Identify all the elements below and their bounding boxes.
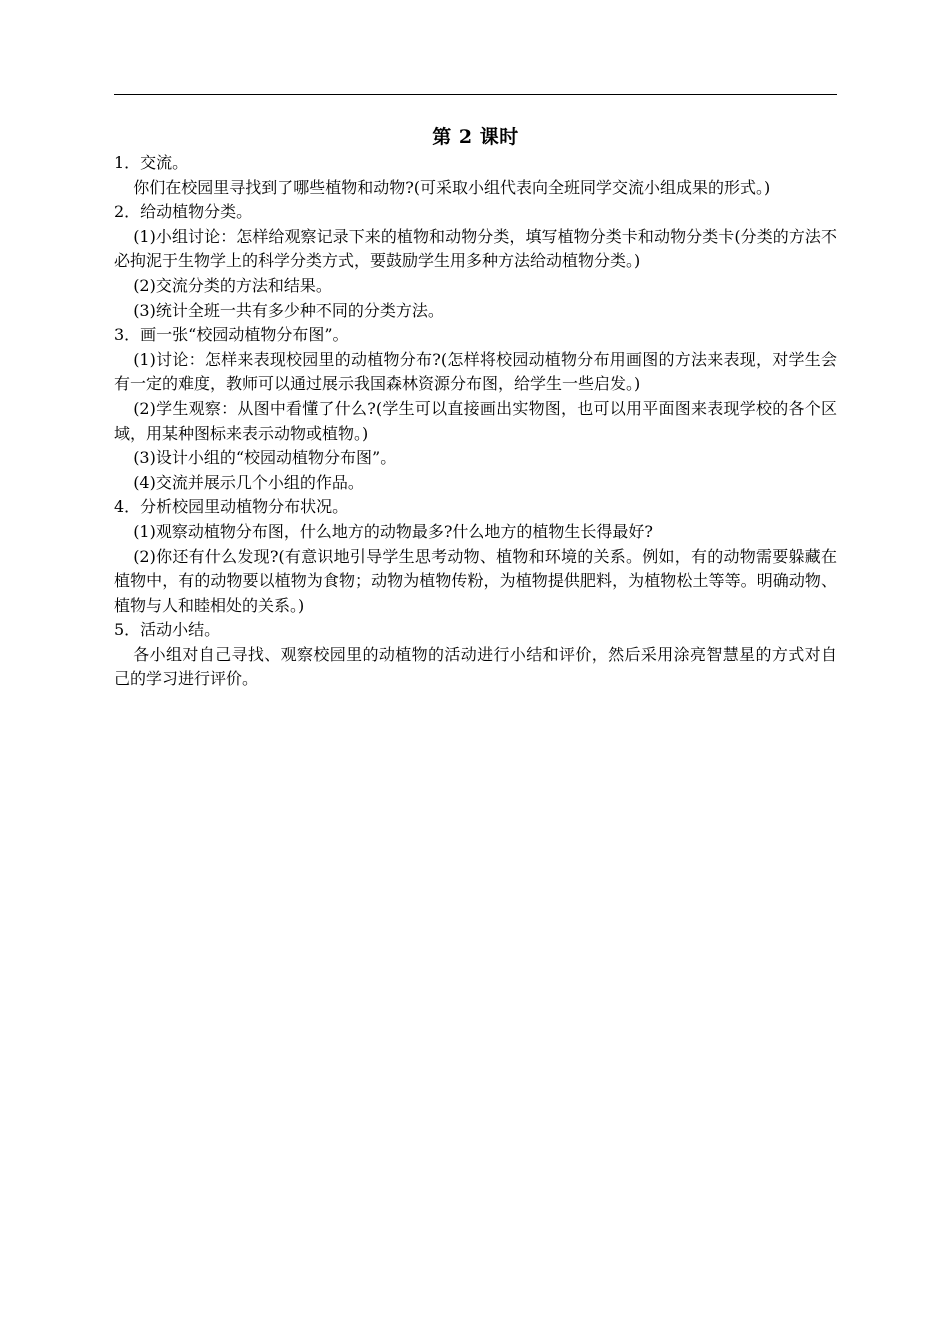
section-heading: 4．分析校园里动植物分布状况。 [114, 497, 349, 517]
document-body [114, 151, 837, 692]
section-paragraph: (3)统计全班一共有多少种不同的分类方法。 [133, 300, 444, 320]
section-paragraph: 各小组对自己寻找、观察校园里的动植物的活动进行小结和评价，然后采用涂亮智慧星的方式对自己的学习进行评价。 [114, 644, 837, 689]
document-page [114, 0, 837, 1344]
section-heading: 1．交流。 [114, 153, 189, 172]
section-paragraph: (1)小组讨论：怎样给观察记录下来的植物和动物分类，填写植物分类卡和动物分类卡(分类的方法不必拘泥于生物学上的科学分类方式，要鼓励学生用多种方法给动植物分类。) [114, 226, 837, 271]
section-paragraph: (1)观察动植物分布图，什么地方的动物最多?什么地方的植物生长得最好? [133, 521, 654, 541]
section-paragraph: 你们在校园里寻找到了哪些植物和动物?(可采取小组代表向全班同学交流小组成果的形式。) [133, 177, 771, 197]
section-paragraph: (2)学生观察：从图中看懂了什么?(学生可以直接画出实物图，也可以用平面图来表现学校的各个区域，用某种图标来表示动物或植物。) [114, 398, 837, 443]
section-paragraph: (2)交流分类的方法和结果。 [133, 275, 332, 295]
section-heading: 3．画一张“校园动植物分布图”。 [114, 325, 349, 345]
header-rule [114, 94, 837, 95]
section-heading: 5．活动小结。 [114, 620, 221, 640]
section-paragraph: (4)交流并展示几个小组的作品。 [133, 472, 364, 492]
page-title: 第 2 课时 [432, 126, 519, 148]
section-paragraph: (1)讨论：怎样来表现校园里的动植物分布?(怎样将校园动植物分布用画图的方法来表现，对学生会有一定的难度，教师可以通过展示我国森林资源分布图，给学生一些启发。) [114, 349, 837, 394]
section-paragraph: (2)你还有什么发现?(有意识地引导学生思考动物、植物和环境的关系。例如，有的动物需要躲藏在植物中，有的动物要以植物为食物；动物为植物传粉，为植物提供肥料，为植物松土等等。明确动物、植物与人和睦相处的关系。) [114, 546, 837, 615]
section-paragraph: (3)设计小组的“校园动植物分布图”。 [133, 448, 397, 468]
section-heading: 2．给动植物分类。 [114, 202, 253, 222]
